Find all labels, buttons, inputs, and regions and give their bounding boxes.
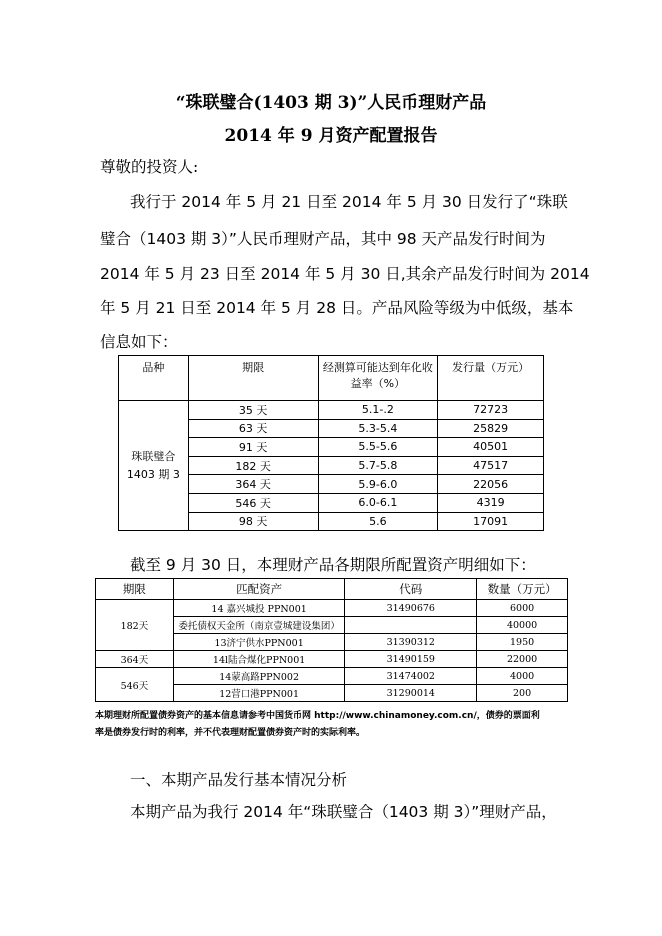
footnote-line: 率是债券发行时的利率，并不代表理财配置债券资产时的实际利率。 [95,728,366,738]
asset-cell: 14蒙高路PPN002 [173,668,345,685]
header-term: 期限 [96,579,174,600]
header-asset: 匹配资产 [173,579,345,600]
yield-cell: 6.0-6.1 [318,493,438,512]
code-cell: 31490676 [345,600,477,617]
table-row [96,600,568,617]
amount-cell: 72723 [438,401,544,420]
term-cell: 98 天 [188,512,318,531]
asset-cell: 14 嘉兴城投 PPN001 [173,600,345,617]
table-row [96,668,568,685]
yield-cell: 5.7-5.8 [318,456,438,475]
table-row [96,651,568,668]
asset-allocation-table [95,578,568,702]
yield-cell: 5.5-5.6 [318,438,438,457]
amount-cell: 47517 [438,456,544,475]
amount-cell: 22056 [438,475,544,494]
section-heading: 一、本期产品发行基本情况分析 [130,771,348,789]
amount-cell: 4319 [438,493,544,512]
intro-line: 我行于 2014 年 5 月 21 日至 2014 年 5 月 30 日发行了“珠联 [130,193,568,211]
yield-cell: 5.9-6.0 [318,475,438,494]
report-title-line1: “珠联璧合(1403 期 3)”人民币理财产品 [175,93,487,113]
table-footnote [95,708,575,742]
report-title-line2: 2014 年 9 月资产配置报告 [224,126,438,146]
asset-cell: 14l陆合煤化PPN001 [173,651,345,668]
header-quantity: 数量（万元） [477,579,568,600]
footnote-line: 本期理财所配置债券资产的基本信息请参考中国货币网 http://www.chinamoney.com.cn/，债券的票面利 [95,711,540,721]
body-paragraph: 本期产品为我行 2014 年“珠联璧合（1403 期 3）”理财产品， [130,803,557,821]
quantity-cell: 4000 [477,668,568,685]
header-code: 代码 [345,579,477,600]
intro-line: 信息如下： [100,333,178,351]
amount-cell: 40501 [438,438,544,457]
intro-line: 璧合（1403 期 3）”人民币理财产品，其中 98 天产品发行时间为 [100,230,546,248]
product-name-line1: 珠联璧合 [131,449,176,463]
table-header-row [119,356,544,401]
term-cell: 91 天 [188,438,318,457]
header-amount: 发行量（万元） [438,356,544,401]
header-product: 品种 [119,356,189,401]
term-cell: 35 天 [188,401,318,420]
table-row [119,401,544,420]
asset-cell: 13济宁供水PPN001 [173,634,345,651]
quantity-cell: 22000 [477,651,568,668]
asset-intro: 截至 9 月 30 日，本理财产品各期限所配置资产明细如下： [130,556,536,574]
greeting: 尊敬的投资人: [100,158,199,176]
code-cell: 31490159 [345,651,477,668]
code-cell: 31474002 [345,668,477,685]
quantity-cell: 1950 [477,634,568,651]
product-info-table [118,355,544,531]
header-yield: 经测算可能达到年化收益率（%） [318,356,438,401]
term-cell: 182 天 [188,456,318,475]
amount-cell: 25829 [438,419,544,438]
yield-cell: 5.6 [318,512,438,531]
yield-cell: 5.3-5.4 [318,419,438,438]
code-cell: 31290014 [345,685,477,702]
asset-cell: 委托债权天金所（南京壹城建设集团） [173,617,345,634]
term-group-cell: 546天 [96,668,174,702]
code-cell: 31390312 [345,634,477,651]
term-cell: 546 天 [188,493,318,512]
term-cell: 364 天 [188,475,318,494]
yield-cell: 5.1-.2 [318,401,438,420]
amount-cell: 17091 [438,512,544,531]
code-cell [345,617,477,634]
product-name-cell [119,401,189,531]
quantity-cell: 40000 [477,617,568,634]
table-header-row [96,579,568,600]
product-name-line2: 1403 期 3 [126,467,180,481]
asset-cell: 12营口港PPN001 [173,685,345,702]
header-term: 期限 [188,356,318,401]
term-group-cell: 364天 [96,651,174,668]
intro-line: 2014 年 5 月 23 日至 2014 年 5 月 30 日,其余产品发行时间为 2014 [100,265,590,283]
quantity-cell: 6000 [477,600,568,617]
term-group-cell: 182天 [96,600,174,651]
quantity-cell: 200 [477,685,568,702]
intro-line: 年 5 月 21 日至 2014 年 5 月 28 日。产品风险等级为中低级，基本 [100,299,574,317]
term-cell: 63 天 [188,419,318,438]
